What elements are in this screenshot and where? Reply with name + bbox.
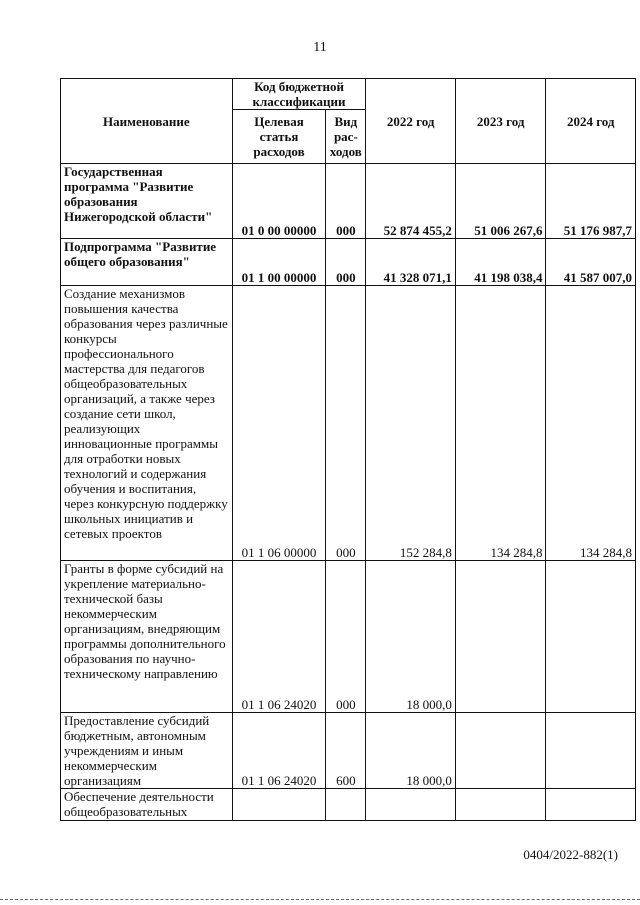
row-2022: 18 000,0 xyxy=(366,713,456,789)
row-2022 xyxy=(366,789,456,821)
row-type xyxy=(326,789,366,821)
row-2023 xyxy=(455,789,546,821)
budget-table xyxy=(60,78,636,821)
row-code: 01 1 06 24020 xyxy=(232,713,326,789)
table-row xyxy=(61,561,636,713)
row-name: Создание механизмов повышения качества образования через различные конкурсы профессионального мастерства для педагогов общеобразовательных организаций, а также через создание сети школ, реализующих инновационные программы для отработки новых технологий и содержания обучения и воспитания, через конкурсную поддержку школьных инициатив и сетевых проектов xyxy=(61,286,233,561)
page-number: 11 xyxy=(313,40,327,55)
row-2022: 41 328 071,1 xyxy=(366,239,456,286)
row-2022: 52 874 455,2 xyxy=(366,164,456,239)
row-2024: 41 587 007,0 xyxy=(546,239,636,286)
header-2023: 2023 год xyxy=(455,79,546,164)
row-name: Обеспечение деятельности общеобразовательных xyxy=(61,789,233,821)
document-code: 0404/2022-882(1) xyxy=(523,847,618,862)
row-2024 xyxy=(546,789,636,821)
row-2022: 152 284,8 xyxy=(366,286,456,561)
row-2024 xyxy=(546,561,636,713)
row-name: Предоставление субсидий бюджетным, автономным учреждениям и иным некоммерческим организациям xyxy=(61,713,233,789)
row-code: 01 1 06 24020 xyxy=(232,561,326,713)
row-2023: 134 284,8 xyxy=(455,286,546,561)
table-row xyxy=(61,286,636,561)
row-type: 000 xyxy=(326,239,366,286)
row-code xyxy=(232,789,326,821)
header-expense-type: Вид рас-ходов xyxy=(326,110,366,164)
row-type: 000 xyxy=(326,164,366,239)
header-2024: 2024 год xyxy=(546,79,636,164)
row-name: Подпрограмма "Развитие общего образования" xyxy=(61,239,233,286)
header-2022: 2022 год xyxy=(366,79,456,164)
scan-edge-line xyxy=(0,899,640,900)
row-type: 600 xyxy=(326,713,366,789)
row-code: 01 1 00 00000 xyxy=(232,239,326,286)
row-name: Гранты в форме субсидий на укрепление материально-технической базы некоммерческим организациям, внедряющим программы дополнительного образования по научно-техническому направлению xyxy=(61,561,233,713)
table-row xyxy=(61,713,636,789)
header-target-article: Целевая статья расходов xyxy=(232,110,326,164)
row-2023 xyxy=(455,713,546,789)
row-2023: 41 198 038,4 xyxy=(455,239,546,286)
table-row xyxy=(61,239,636,286)
row-2024: 134 284,8 xyxy=(546,286,636,561)
row-type: 000 xyxy=(326,561,366,713)
header-kbk-group: Код бюджетной классификации xyxy=(232,79,366,110)
table-row xyxy=(61,164,636,239)
header-name: Наименование xyxy=(61,79,233,164)
row-code: 01 0 00 00000 xyxy=(232,164,326,239)
row-2023: 51 006 267,6 xyxy=(455,164,546,239)
row-2024 xyxy=(546,713,636,789)
row-type: 000 xyxy=(326,286,366,561)
row-2024: 51 176 987,7 xyxy=(546,164,636,239)
row-2023 xyxy=(455,561,546,713)
row-code: 01 1 06 00000 xyxy=(232,286,326,561)
row-2022: 18 000,0 xyxy=(366,561,456,713)
row-name: Государственная программа "Развитие образования Нижегородской области" xyxy=(61,164,233,239)
table-row xyxy=(61,789,636,821)
